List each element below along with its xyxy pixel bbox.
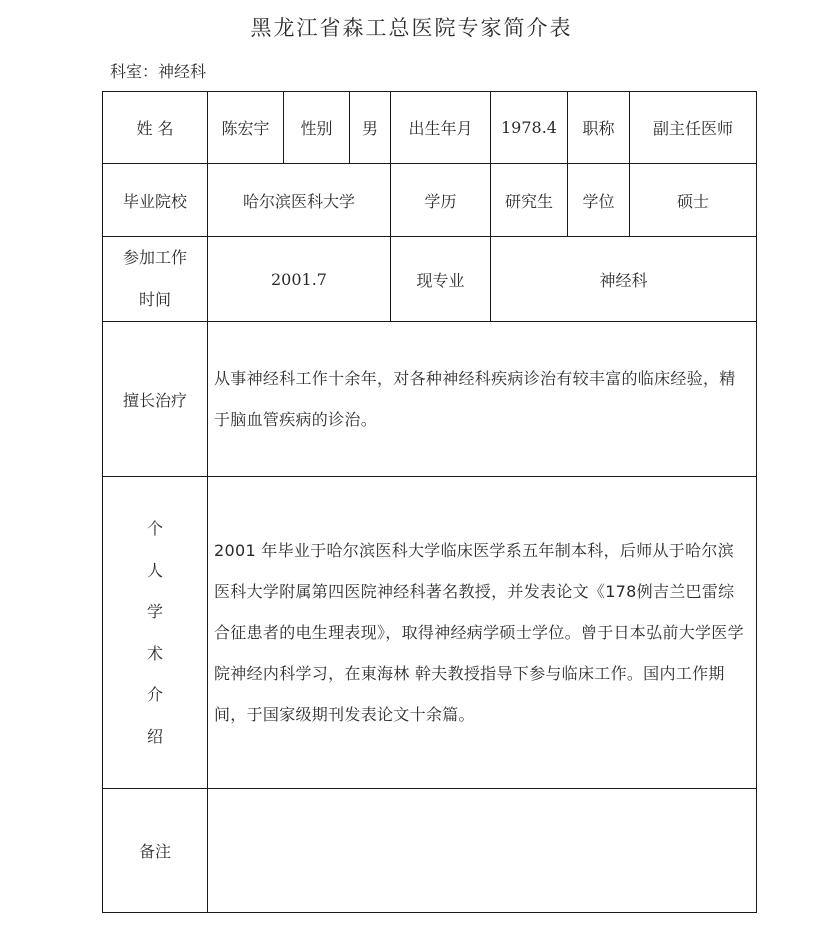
work-start-label-line1: 参加工作 [122, 248, 187, 267]
department-label: 科室：神经科 [110, 62, 207, 81]
bio-label-char: 介 [146, 685, 163, 704]
gender-label: 性别 [284, 92, 350, 164]
specialty-value: 神经科 [491, 237, 757, 322]
name-value: 陈宏宇 [208, 92, 284, 164]
degree-value: 硕士 [630, 164, 757, 237]
table-row-remarks [103, 789, 757, 913]
table-row-basic-info [103, 92, 757, 164]
table-row-education [103, 164, 757, 237]
degree-label: 学位 [568, 164, 630, 237]
school-label: 毕业院校 [103, 164, 208, 237]
education-label: 学历 [391, 164, 491, 237]
title-label: 职称 [568, 92, 630, 164]
work-start-value: 2001.7 [208, 237, 391, 322]
birth-label: 出生年月 [391, 92, 491, 164]
table-row-bio [103, 477, 757, 789]
work-start-label-line2: 时间 [138, 290, 171, 309]
title-value: 副主任医师 [630, 92, 757, 164]
bio-label-char: 个 [146, 519, 163, 538]
school-value: 哈尔滨医科大学 [208, 164, 391, 237]
expert-profile-table [102, 91, 757, 913]
bio-label-char: 人 [146, 560, 163, 580]
remarks-value [208, 789, 757, 913]
name-label: 姓 名 [103, 92, 208, 164]
bio-label [103, 477, 208, 789]
table-row-work [103, 237, 757, 322]
table-row-expertise [103, 322, 757, 477]
document-title: 黑龙江省森工总医院专家简介表 [250, 16, 573, 40]
bio-value: 2001 年毕业于哈尔滨医科大学临床医学系五年制本科，后师从于哈尔滨医科大学附属第四医院神经科著名教授，并发表论文《178例吉兰巴雷综合征患者的电生理表现》，取得神经病学硕士学位。曾于日本弘前大学医学院神经内科学习，在東海林 幹夫教授指导下参与临床工作。国内工作期间，于国家级期刊发表论文十余篇。 [208, 477, 757, 789]
remarks-label: 备注 [103, 789, 208, 913]
birth-value: 1978.4 [491, 92, 568, 164]
bio-label-char: 术 [146, 643, 163, 663]
bio-label-char: 学 [146, 602, 163, 621]
specialty-label: 现专业 [391, 237, 491, 322]
expertise-value: 从事神经科工作十余年，对各种神经科疾病诊治有较丰富的临床经验，精于脑血管疾病的诊治。 [208, 322, 757, 477]
gender-value: 男 [350, 92, 391, 164]
work-start-label [103, 237, 208, 322]
education-value: 研究生 [491, 164, 568, 237]
bio-label-char: 绍 [146, 726, 163, 746]
expertise-label: 擅长治疗 [103, 322, 208, 477]
